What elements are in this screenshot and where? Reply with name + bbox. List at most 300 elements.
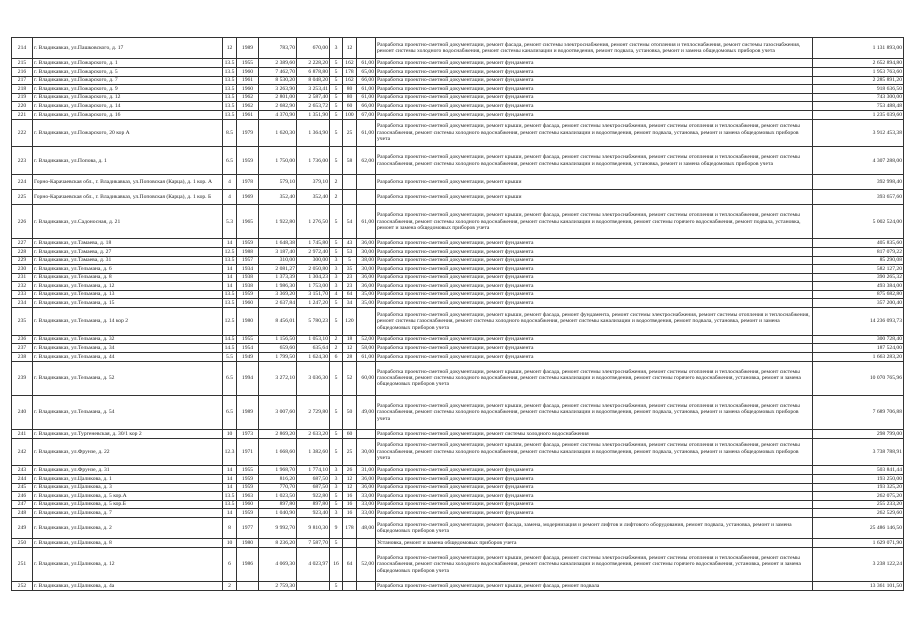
area-living-cell: 6 878,80 (297, 67, 330, 76)
col-a-cell: 14.5 (223, 344, 237, 353)
row-number: 243 (12, 466, 33, 475)
year-cell: 1938 (237, 273, 259, 282)
area-living-cell: 8 048,20 (297, 76, 330, 85)
table-row (12, 517, 904, 538)
area-total-cell: 816,20 (259, 475, 297, 484)
area-total-cell: 310,00 (259, 256, 297, 265)
residents-cell: 80 (343, 93, 357, 102)
row-number: 246 (12, 492, 33, 501)
col-a-cell: 13.5 (223, 492, 237, 501)
col-a-cell: 13.5 (223, 93, 237, 102)
wear-cell: 61,00 (357, 85, 376, 94)
row-number: 223 (12, 147, 33, 175)
table-row (12, 500, 904, 509)
row-number: 251 (12, 547, 33, 581)
floors-cell: 5 (330, 308, 343, 336)
row-number: 221 (12, 110, 33, 119)
floors-cell: 5 (330, 492, 343, 501)
row-number: 250 (12, 539, 33, 548)
row-number: 215 (12, 59, 33, 68)
address-cell: г. Владикавказ, ул.Цаликова, д. 4а (33, 582, 223, 591)
residents-cell: 23 (343, 273, 357, 282)
works-cell: Разработка проектно-сметной документации, ремонт крыши, ремонт фасада, ремонт системы электроснабжения, ремонт системы отопления и теплоснабжения, ремонт системы газоснабжения, ремонт системы холодного водоснабжения, ремонт системы канализации и водоотведения, ремонт системы горячего водоснабжения, ремонт подвала, установка, ремонт и замена общедомовых приборов учета (376, 205, 813, 239)
col-a-cell: 13.5 (223, 102, 237, 111)
cost-cell: 392 998,40 (813, 175, 904, 190)
area-living-cell: 670,00 (297, 38, 330, 59)
cost-cell: 503 841,44 (813, 466, 904, 475)
row-number: 240 (12, 395, 33, 429)
year-cell: 1962 (237, 93, 259, 102)
area-living-cell: 1 753,00 (297, 282, 330, 291)
table-row (12, 273, 904, 282)
works-cell: Разработка проектно-сметной документации, ремонт фундамента (376, 76, 813, 85)
residents-cell: 60 (343, 430, 357, 439)
works-cell: Разработка проектно-сметной документации, ремонт фундамента (376, 299, 813, 308)
address-cell: г. Владикавказ, ул.Тельмана, д. 14 кор 2 (33, 308, 223, 336)
area-living-cell: 3 151,70 (297, 290, 330, 299)
year-cell: 1960 (237, 500, 259, 509)
works-cell: Разработка проектно-сметной документации, ремонт фасада, замена, модернизация и ремонт лифтов и лифтового оборудования, ремонт подвала, установка, ремонт и замена общедомовых приборов учета (376, 517, 813, 538)
row-number: 224 (12, 175, 33, 190)
cost-cell: 298 799,00 (813, 430, 904, 439)
works-cell: Разработка проектно-сметной документации, ремонт фасада, ремонт системы электроснабжения, ремонт системы отопления и теплоснабжения, ремонт системы газоснабжения, ремонт системы холодного водоснабжения, ремонт системы канализации и водоотведения, ремонт подвала, установка, ремонт и замена общедомовых приборов учета (376, 38, 813, 59)
area-living-cell: 2 972,40 (297, 247, 330, 256)
wear-cell (357, 38, 376, 59)
works-cell: Разработка проектно-сметной документации, ремонт крыши, ремонт фасада, ремонт системы электроснабжения, ремонт системы отопления и теплоснабжения, ремонт системы газоснабжения, ремонт системы холодного водоснабжения, ремонт системы канализации и водоотведения, ремонт системы горячего водоснабжения, установка, ремонт и замена общедомовых приборов учета (376, 361, 813, 395)
col-a-cell: 5.3 (223, 205, 237, 239)
works-cell: Разработка проектно-сметной документации, ремонт фундамента (376, 492, 813, 501)
year-cell: 1959 (237, 483, 259, 492)
residents-cell: 100 (343, 110, 357, 119)
year-cell: 1934 (237, 265, 259, 274)
table-row (12, 247, 904, 256)
cost-cell: 390 265,32 (813, 273, 904, 282)
cost-cell: 1 629 071,90 (813, 539, 904, 548)
cost-cell: 357 200,40 (813, 299, 904, 308)
floors-cell: 3 (330, 475, 343, 484)
wear-cell: 58,00 (357, 344, 376, 353)
year-cell: 1960 (237, 299, 259, 308)
residents-cell: 26 (343, 466, 357, 475)
cost-cell: 1 235 039,60 (813, 110, 904, 119)
row-number: 249 (12, 517, 33, 538)
wear-cell: 61,00 (357, 93, 376, 102)
wear-cell: 49,00 (357, 395, 376, 429)
area-total-cell: 2 759,30 (259, 582, 297, 591)
works-cell: Разработка проектно-сметной документации, ремонт крыши, ремонт фасада, ремонт системы электроснабжения, ремонт системы отопления и теплоснабжения, ремонт системы газоснабжения, ремонт системы холодного водоснабжения, ремонт системы канализации и водоотведения, ремонт подвала, установка, ремонт и замена общедомовых приборов учета (376, 438, 813, 466)
wear-cell: 30,00 (357, 247, 376, 256)
table-row (12, 256, 904, 265)
cost-cell: 918 636,50 (813, 85, 904, 94)
table-row (12, 76, 904, 85)
table-row (12, 344, 904, 353)
year-cell: 1955 (237, 335, 259, 344)
residents-cell: 52 (343, 361, 357, 395)
address-cell: г. Владикавказ, ул.Тамаева, д. 27 (33, 247, 223, 256)
wear-cell (357, 308, 376, 336)
area-living-cell: 379,10 (297, 175, 330, 190)
cost-cell: 875 682,80 (813, 290, 904, 299)
col-a-cell: 13.5 (223, 85, 237, 94)
area-living-cell: 9 810,30 (297, 517, 330, 538)
year-cell: 1989 (237, 395, 259, 429)
works-cell: Разработка проектно-сметной документации, ремонт фундамента (376, 256, 813, 265)
floors-cell: 5 (330, 395, 343, 429)
residents-cell: 162 (343, 59, 357, 68)
row-number: 222 (12, 119, 33, 147)
col-a-cell: 12.3 (223, 438, 237, 466)
residents-cell: 34 (343, 299, 357, 308)
row-number: 216 (12, 67, 33, 76)
works-cell: Разработка проектно-сметной документации, ремонт фундамента (376, 265, 813, 274)
wear-cell: 36,00 (357, 282, 376, 291)
floors-cell: 5 (330, 85, 343, 94)
housing-repair-table (11, 37, 903, 591)
residents-cell: 28 (343, 353, 357, 362)
row-number: 217 (12, 76, 33, 85)
floors-cell: 5 (330, 500, 343, 509)
table-row (12, 93, 904, 102)
year-cell: 1960 (237, 67, 259, 76)
row-number: 226 (12, 205, 33, 239)
floors-cell: 5 (330, 438, 343, 466)
residents-cell: 18 (343, 335, 357, 344)
row-number: 248 (12, 509, 33, 518)
area-total-cell: 1 620,30 (259, 119, 297, 147)
area-total-cell: 1 023,50 (259, 492, 297, 501)
col-a-cell: 13.5 (223, 110, 237, 119)
col-a-cell: 2 (223, 582, 237, 591)
floors-cell: 2 (330, 175, 343, 190)
area-living-cell: 687,50 (297, 475, 330, 484)
floors-cell: 3 (330, 509, 343, 518)
floors-cell: 3 (330, 38, 343, 59)
year-cell: 1978 (237, 175, 259, 190)
floors-cell: 5 (330, 205, 343, 239)
area-total-cell: 1 986,30 (259, 282, 297, 291)
works-cell: Разработка проектно-сметной документации, ремонт фундамента (376, 85, 813, 94)
address-cell: г. Владикавказ, ул.Тельмана, д. 32 (33, 335, 223, 344)
year-cell: 1973 (237, 430, 259, 439)
table-row (12, 147, 904, 175)
floors-cell: 3 (330, 265, 343, 274)
works-cell: Разработка проектно-сметной документации, ремонт фундамента (376, 247, 813, 256)
wear-cell: 60,00 (357, 361, 376, 395)
wear-cell: 61,00 (357, 59, 376, 68)
works-cell: Разработка проектно-сметной документации, ремонт фундамента (376, 290, 813, 299)
residents-cell: 23 (343, 282, 357, 291)
residents-cell: 162 (343, 76, 357, 85)
table-row (12, 395, 904, 429)
works-cell: Разработка проектно-сметной документации, ремонт фундамента (376, 273, 813, 282)
address-cell: г. Владикавказ, ул.Пожарского, д. 5 (33, 67, 223, 76)
area-living-cell: 687,50 (297, 483, 330, 492)
table-row (12, 466, 904, 475)
cost-cell: 187 524,00 (813, 344, 904, 353)
year-cell: 1965 (237, 205, 259, 239)
address-cell: г. Владикавказ, ул.Пашковского, д. 17 (33, 38, 223, 59)
row-number: 242 (12, 438, 33, 466)
col-a-cell: 8 (223, 517, 237, 538)
floors-cell: 5 (330, 361, 343, 395)
table-row (12, 582, 904, 591)
area-total-cell: 3 007,60 (259, 395, 297, 429)
works-cell: Разработка проектно-сметной документации, ремонт крыши (376, 175, 813, 190)
year-cell: 1954 (237, 344, 259, 353)
row-number: 230 (12, 265, 33, 274)
col-a-cell: 4 (223, 175, 237, 190)
floors-cell: 5 (330, 147, 343, 175)
cost-cell: 1 663 283,20 (813, 353, 904, 362)
row-number: 247 (12, 500, 33, 509)
year-cell: 1959 (237, 509, 259, 518)
area-total-cell: 1 156,50 (259, 335, 297, 344)
year-cell: 1938 (237, 282, 259, 291)
col-a-cell: 6 (223, 547, 237, 581)
cost-cell: 3 238 122,24 (813, 547, 904, 581)
col-a-cell: 14 (223, 509, 237, 518)
works-cell: Разработка проектно-сметной документации, ремонт фундамента (376, 344, 813, 353)
row-number: 219 (12, 93, 33, 102)
floors-cell: 5 (330, 247, 343, 256)
floors-cell: 5 (330, 299, 343, 308)
area-total-cell: 783,70 (259, 38, 297, 59)
cost-cell: 3 912 453,38 (813, 119, 904, 147)
area-total-cell: 3 263,90 (259, 85, 297, 94)
area-total-cell: 1 668,60 (259, 438, 297, 466)
year-cell: 1994 (237, 361, 259, 395)
cost-cell: 1 131 893,00 (813, 38, 904, 59)
area-living-cell: 3 253,41 (297, 85, 330, 94)
address-cell: Горно-Карачаевская обл., г. Владикавказ, ул.Поповская (Карца), д. 1 кор. А (33, 175, 223, 190)
floors-cell: 5 (330, 93, 343, 102)
area-living-cell: 1 247,20 (297, 299, 330, 308)
area-total-cell: 1 373,39 (259, 273, 297, 282)
residents-cell: 58 (343, 147, 357, 175)
address-cell: Горно-Карачаевская обл., г. Владикавказ, ул.Поповская (Карца), д. 1 кор. Б (33, 190, 223, 205)
area-total-cell: 3 369,20 (259, 290, 297, 299)
area-living-cell: 3 036,30 (297, 361, 330, 395)
cost-cell: 493 384,00 (813, 282, 904, 291)
table-row (12, 119, 904, 147)
floors-cell: 4 (330, 290, 343, 299)
table-row (12, 547, 904, 581)
floors-cell: 5 (330, 59, 343, 68)
area-total-cell: 659,60 (259, 344, 297, 353)
year-cell: 1963 (237, 492, 259, 501)
area-total-cell: 770,70 (259, 483, 297, 492)
area-total-cell: 9 992,70 (259, 517, 297, 538)
cost-cell: 10 070 765,96 (813, 361, 904, 395)
address-cell: г. Владикавказ, ул.Фрунзе, д. 31 (33, 466, 223, 475)
area-living-cell (297, 582, 330, 591)
area-living-cell: 1 053,10 (297, 335, 330, 344)
row-number: 231 (12, 273, 33, 282)
wear-cell: 36,00 (357, 273, 376, 282)
row-number: 245 (12, 483, 33, 492)
area-living-cell: 7 587,70 (297, 539, 330, 548)
row-number: 252 (12, 582, 33, 591)
wear-cell: 52,00 (357, 547, 376, 581)
wear-cell (357, 190, 376, 205)
residents-cell: 12 (343, 475, 357, 484)
wear-cell: 48,00 (357, 517, 376, 538)
area-total-cell: 2 389,60 (259, 59, 297, 68)
area-living-cell: 4 023,97 (297, 547, 330, 581)
works-cell: Разработка проектно-сметной документации, ремонт фундамента (376, 475, 813, 484)
table-row (12, 483, 904, 492)
address-cell: г. Владикавказ, ул.Тельмана, д. 34 (33, 344, 223, 353)
address-cell: г. Владикавказ, ул.Тельмана, д. 54 (33, 395, 223, 429)
works-cell: Разработка проектно-сметной документации, ремонт фундамента (376, 93, 813, 102)
area-living-cell: 923,40 (297, 509, 330, 518)
address-cell: г. Владикавказ, ул.Тельмана, д. 8 (33, 273, 223, 282)
wear-cell: 61,00 (357, 353, 376, 362)
col-a-cell: 8.5 (223, 119, 237, 147)
address-cell: г. Владикавказ, ул.Пожарского, д. 12 (33, 93, 223, 102)
col-a-cell: 6.5 (223, 361, 237, 395)
table-row (12, 110, 904, 119)
row-number: 229 (12, 256, 33, 265)
table-row (12, 85, 904, 94)
address-cell: г. Владикавказ, ул.Пожарского, д. 16 (33, 110, 223, 119)
cost-cell: 743 300,00 (813, 93, 904, 102)
cost-cell: 14 236 093,73 (813, 308, 904, 336)
area-living-cell: 1 736,00 (297, 147, 330, 175)
wear-cell: 36,00 (357, 239, 376, 248)
wear-cell: 33,00 (357, 500, 376, 509)
address-cell: г. Владикавказ, ул.Цаликова, д. 8 (33, 539, 223, 548)
cost-cell: 5 002 524,00 (813, 205, 904, 239)
address-cell: г. Владикавказ, ул.Тургеневская, д. 30/1 кор 2 (33, 430, 223, 439)
residents-cell: 12 (343, 483, 357, 492)
residents-cell: 12 (343, 38, 357, 59)
residents-cell: 80 (343, 85, 357, 94)
area-total-cell: 1 648,38 (259, 239, 297, 248)
residents-cell: 16 (343, 492, 357, 501)
residents-cell (343, 539, 357, 548)
row-number: 235 (12, 308, 33, 336)
year-cell: 1971 (237, 438, 259, 466)
cost-cell: 582 127,20 (813, 265, 904, 274)
year-cell: 1961 (237, 110, 259, 119)
area-living-cell: 1 351,90 (297, 110, 330, 119)
wear-cell (357, 582, 376, 591)
address-cell: г. Владикавказ, ул.Цаликова, д. 3 (33, 483, 223, 492)
floors-cell: 5 (330, 67, 343, 76)
table-row (12, 175, 904, 190)
residents-cell: 16 (343, 509, 357, 518)
area-living-cell: 300,00 (297, 256, 330, 265)
floors-cell: 2 (330, 335, 343, 344)
address-cell: г. Владикавказ, ул.Цаликова, д. 5 кор.Б (33, 500, 223, 509)
area-living-cell: 635,64 (297, 344, 330, 353)
works-cell: Разработка проектно-сметной документации, ремонт крыши, ремонт фасада, ремонт подвала (376, 582, 813, 591)
cost-cell: 2 285 891,20 (813, 76, 904, 85)
floors-cell: 5 (330, 76, 343, 85)
row-number: 220 (12, 102, 33, 111)
wear-cell: 36,00 (357, 475, 376, 484)
cost-cell: 405 835,60 (813, 239, 904, 248)
wear-cell: 66,00 (357, 76, 376, 85)
row-number: 233 (12, 290, 33, 299)
table-row (12, 290, 904, 299)
floors-cell: 5 (330, 582, 343, 591)
table-row (12, 239, 904, 248)
table-row (12, 539, 904, 548)
works-cell: Разработка проектно-сметной документации, ремонт фундамента (376, 239, 813, 248)
cost-cell: 193 250,00 (813, 475, 904, 484)
area-living-cell: 1 304,23 (297, 273, 330, 282)
table-row (12, 353, 904, 362)
residents-cell: 25 (343, 119, 357, 147)
area-total-cell: 1 968,70 (259, 466, 297, 475)
residents-cell (343, 582, 357, 591)
area-living-cell: 1 745,80 (297, 239, 330, 248)
table-row (12, 509, 904, 518)
floors-cell: 3 (330, 256, 343, 265)
address-cell: г. Владикавказ, ул.Цаликова, д. 5 кор.А (33, 492, 223, 501)
year-cell: 1979 (237, 119, 259, 147)
wear-cell: 35,00 (357, 290, 376, 299)
col-a-cell: 14 (223, 466, 237, 475)
residents-cell: 12 (343, 344, 357, 353)
area-living-cell: 2 050,80 (297, 265, 330, 274)
works-cell: Установка, ремонт и замена общедомовых приборов учета (376, 539, 813, 548)
cost-cell: 753 488,48 (813, 102, 904, 111)
address-cell: г. Владикавказ, ул.Цаликова, д. 2 (33, 517, 223, 538)
row-number: 239 (12, 361, 33, 395)
wear-cell: 36,00 (357, 483, 376, 492)
floors-cell: 5 (330, 539, 343, 548)
col-a-cell: 14 (223, 475, 237, 484)
area-total-cell: 897,80 (259, 500, 297, 509)
year-cell: 1962 (237, 102, 259, 111)
col-a-cell: 12.5 (223, 247, 237, 256)
col-a-cell: 12 (223, 38, 237, 59)
area-living-cell: 2 633,20 (297, 430, 330, 439)
col-a-cell: 13.5 (223, 76, 237, 85)
year-cell: 1959 (237, 290, 259, 299)
area-total-cell: 7 462,70 (259, 67, 297, 76)
table-row (12, 265, 904, 274)
row-number: 227 (12, 239, 33, 248)
address-cell: г. Владикавказ, ул.Пожарского, д. 14 (33, 102, 223, 111)
table-body (12, 38, 904, 591)
cost-cell: 3 738 788,91 (813, 438, 904, 466)
address-cell: г. Владикавказ, ул.Тельмана, д. 6 (33, 265, 223, 274)
address-cell: г. Владикавказ, ул.Пожарского, 20 кор А (33, 119, 223, 147)
cost-cell: 4 307 288,00 (813, 147, 904, 175)
wear-cell (357, 430, 376, 439)
address-cell: г. Владикавказ, ул.Тельмана, д. 13 (33, 290, 223, 299)
area-living-cell: 5 780,23 (297, 308, 330, 336)
year-cell: 1949 (237, 353, 259, 362)
wear-cell: 33,00 (357, 492, 376, 501)
address-cell: г. Владикавказ, ул.Пожарского, д. 7 (33, 76, 223, 85)
year-cell: 1960 (237, 85, 259, 94)
works-cell: Разработка проектно-сметной документации, ремонт крыши (376, 190, 813, 205)
residents-cell: 50 (343, 395, 357, 429)
area-total-cell: 579,10 (259, 175, 297, 190)
col-a-cell: 14 (223, 282, 237, 291)
works-cell: Разработка проектно-сметной документации, ремонт фундамента (376, 509, 813, 518)
address-cell: г. Владикавказ, ул.Тамаева, д. 18 (33, 239, 223, 248)
address-cell: г. Владикавказ, ул.Фрунзе, д. 22 (33, 438, 223, 466)
row-number: 225 (12, 190, 33, 205)
area-total-cell: 3 272,10 (259, 361, 297, 395)
floors-cell: 6 (330, 353, 343, 362)
